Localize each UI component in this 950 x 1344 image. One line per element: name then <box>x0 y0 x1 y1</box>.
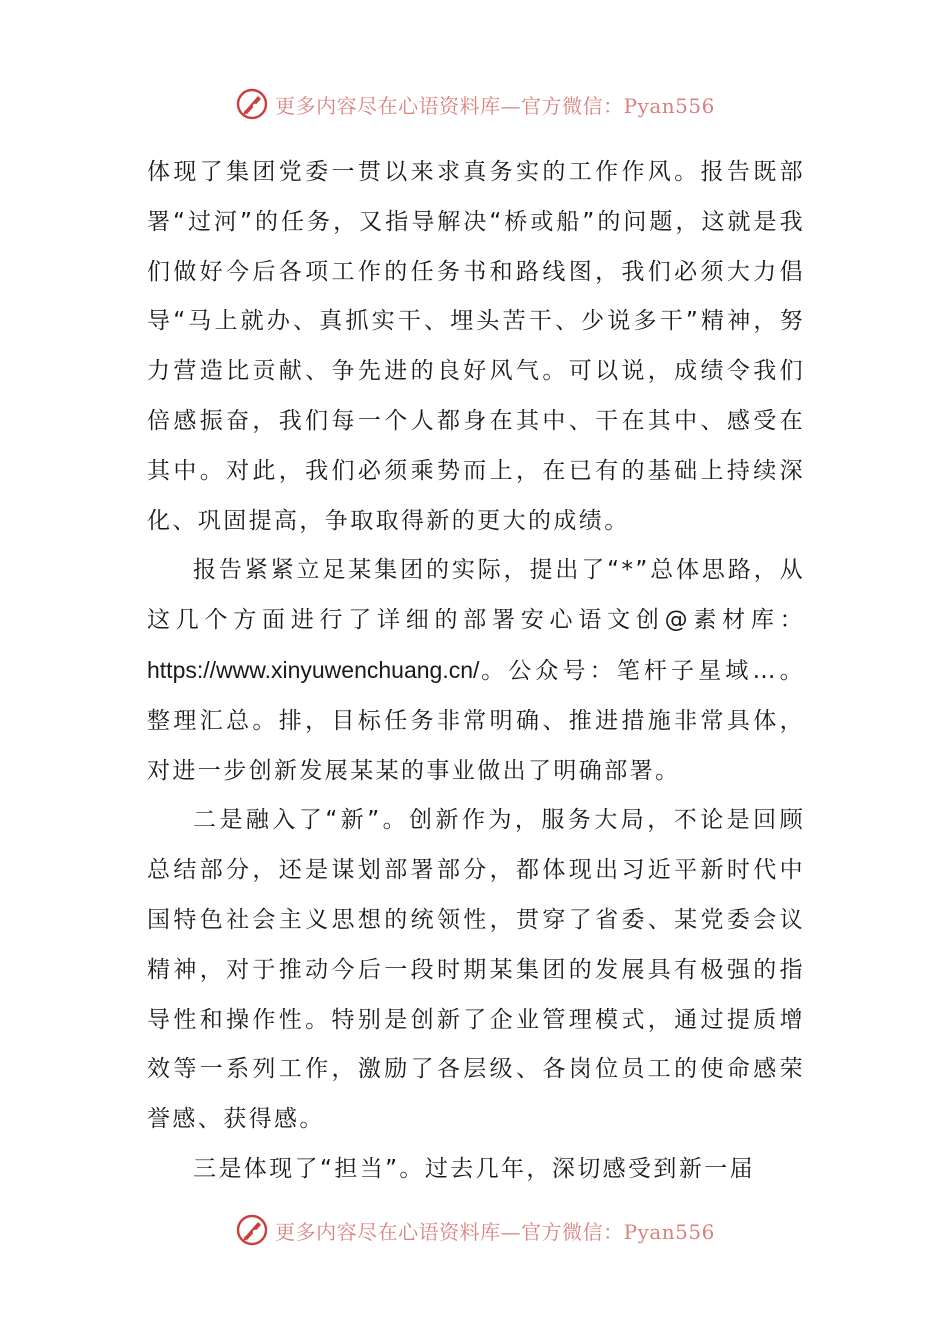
paragraph <box>147 546 805 796</box>
watermark-header <box>0 84 950 124</box>
body-text <box>147 148 805 1195</box>
paragraph: 三是体现了“担当”。过去几年，深切感受到新一届 <box>193 1155 756 1182</box>
watermark-footer <box>0 1210 950 1250</box>
paragraph-text: 。公众号：笔杆子星域…。整理汇总。排，目标任务非常明确、推进措施非常具体，对进一步创新发展某某的事业做出了明确部署。 <box>147 657 805 784</box>
website-url: https://www.xinyuwenchuang.cn/ <box>147 656 480 683</box>
paragraph: 二是融入了“新”。创新作为，服务大局，不论是回顾总结部分，还是谋划部署部分，都体现出习近平新时代中国特色社会主义思想的统领性，贯穿了省委、某党委会议精神，对于推动今后一段时期某集团的发展具有极强的指导性和操作性。特别是创新了企业管理模式，通过提质增效等一系列工作，激励了各层级、各岗位员工的使命感荣誉感、获得感。 <box>147 807 805 1133</box>
paragraph-text: 报告紧紧立足某集团的实际，提出了“*”总体思路，从这几个方面进行了详细的部署安心语文创@素材库： <box>147 557 805 634</box>
watermark-text: 更多内容尽在心语资料库—官方微信：Pyan556 <box>275 1219 715 1244</box>
pen-circle-icon <box>235 1213 269 1247</box>
watermark-text: 更多内容尽在心语资料库—官方微信：Pyan556 <box>275 93 715 118</box>
paragraph: 体现了集团党委一贯以来求真务实的工作作风。报告既部署“过河”的任务，又指导解决“桥或船”的问题，这就是我们做好今后各项工作的任务书和路线图，我们必须大力倡导“马上就办、真抓实干、埋头苦干、少说多干”精神，努力营造比贡献、争先进的良好风气。可以说，成绩令我们倍感振奋，我们每一个人都身在其中、干在其中、感受在其中。对此，我们必须乘势而上，在已有的基础上持续深化、巩固提高，争取取得新的更大的成绩。 <box>147 159 805 534</box>
pen-circle-icon <box>235 87 269 121</box>
